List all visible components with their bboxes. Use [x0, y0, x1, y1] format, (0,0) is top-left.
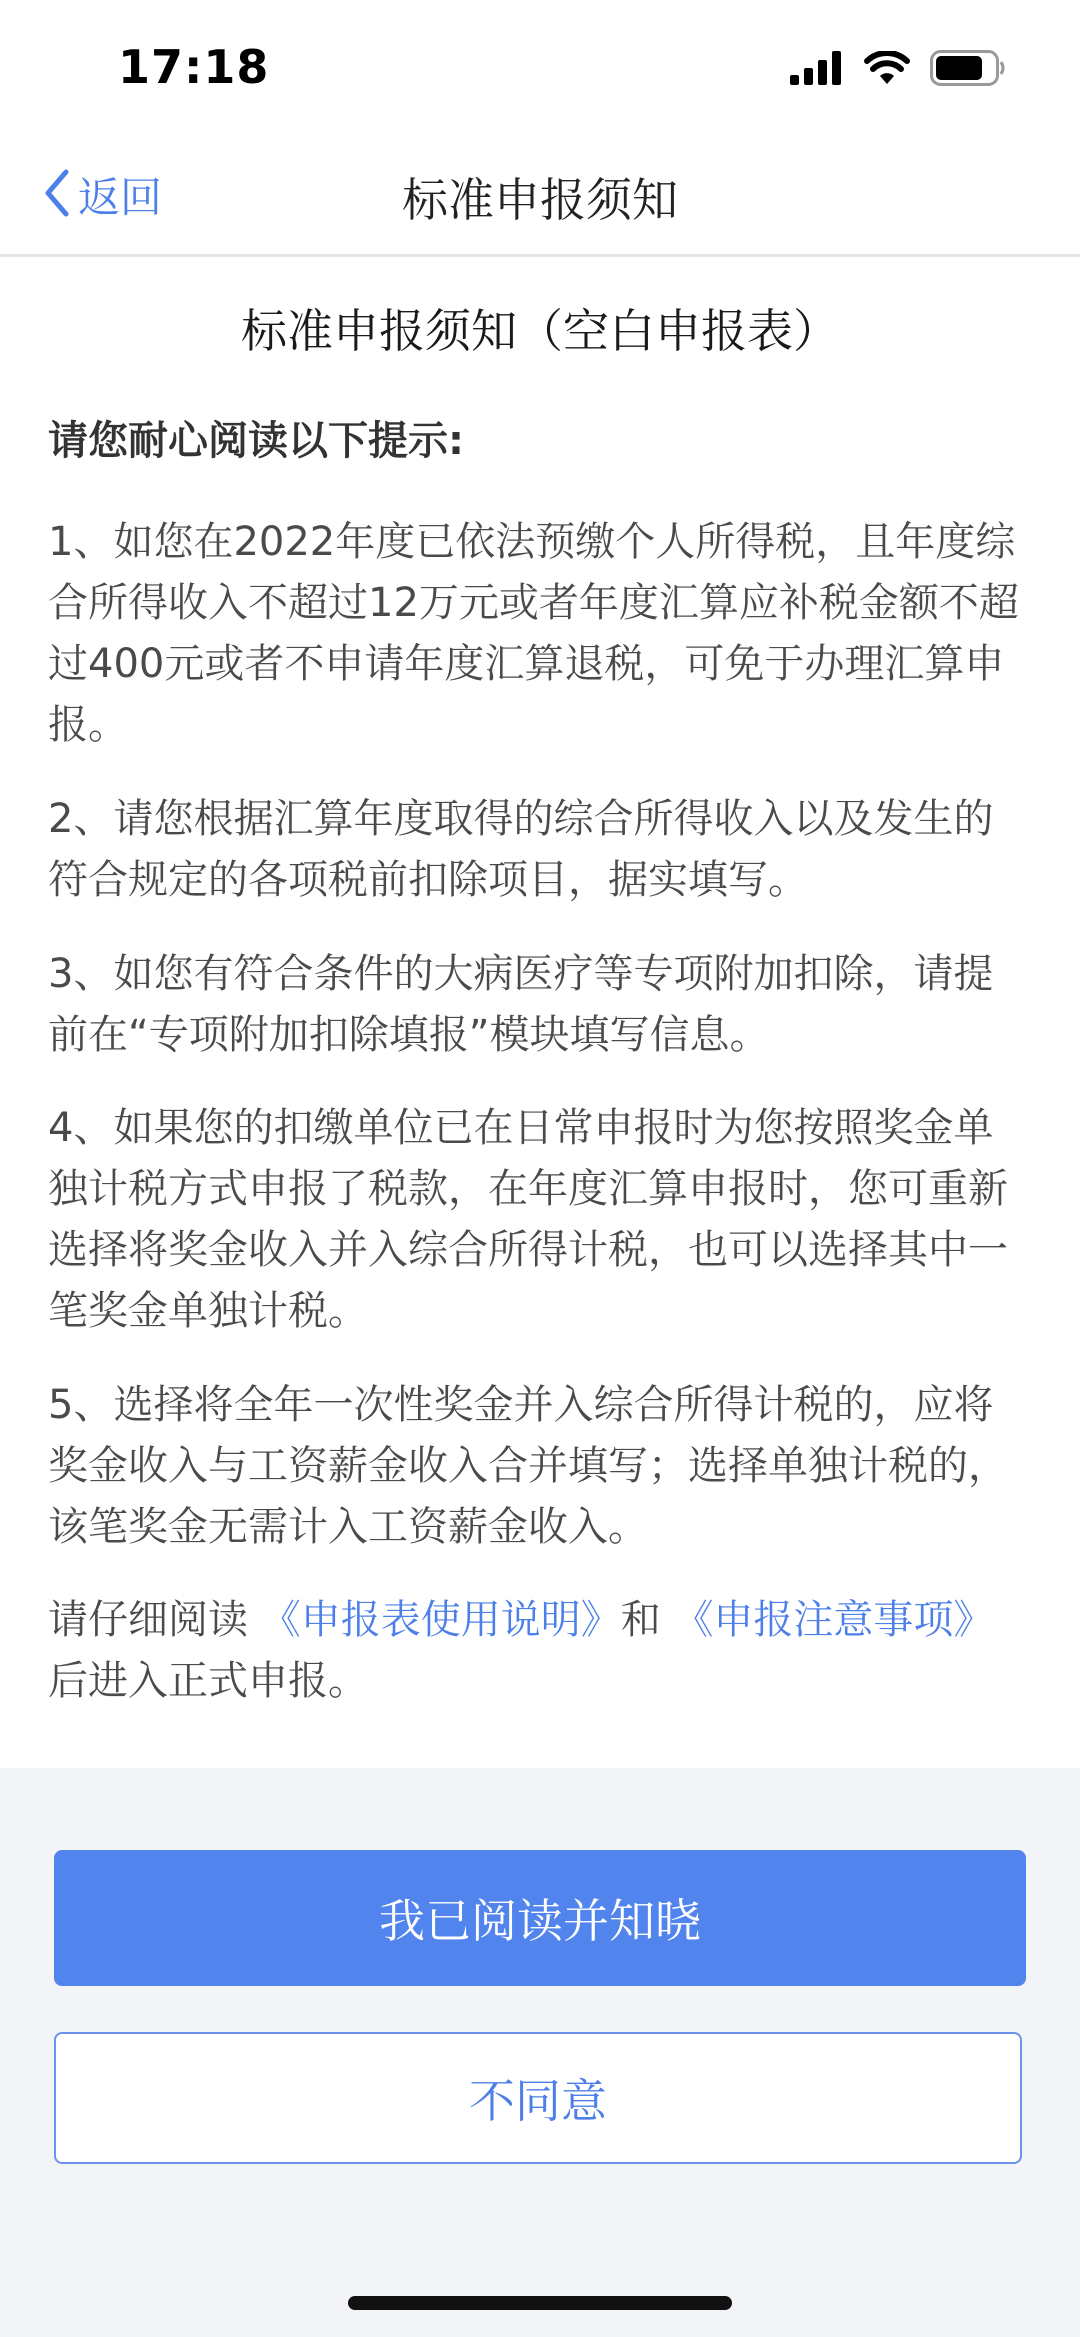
home-indicator[interactable] — [348, 2296, 732, 2310]
agree-button[interactable]: 我已阅读并知晓 — [54, 1850, 1026, 1986]
nav-bar — [0, 140, 1080, 257]
closing-suffix: 后进入正式申报。 — [48, 1658, 368, 1704]
notice-paragraph-2: 2、请您根据汇算年度取得的综合所得收入以及发生的符合规定的各项税前扣除项目，据实填写。 — [48, 796, 994, 903]
closing-paragraph — [48, 1590, 1032, 1712]
status-bar — [0, 0, 1080, 140]
signal-icon — [790, 51, 844, 89]
notice-paragraph-1: 1、如您在2022年度已依法预缴个人所得税，且年度综合所得收入不超过12万元或者年度汇算应补税金额不超过400元或者不申请年度汇算退税，可免于办理汇算申报。 — [48, 519, 1019, 748]
usage-guide-link[interactable]: 《申报表使用说明》 — [260, 1597, 621, 1643]
notes-link[interactable]: 《申报注意事项》 — [673, 1597, 994, 1643]
action-footer — [0, 1768, 1080, 2337]
notice-paragraph-4: 4、如果您的扣缴单位已在日常申报时为您按照奖金单独计税方式申报了税款，在年度汇算申报时，您可重新选择将奖金收入并入综合所得计税，也可以选择其中一笔奖金单独计税。 — [48, 1105, 1008, 1334]
notice-paragraph-5: 5、选择将全年一次性奖金并入综合所得计税的，应将奖金收入与工资薪金收入合并填写；选择单独计税的，该笔奖金无需计入工资薪金收入。 — [48, 1382, 1008, 1550]
notice-paragraph-3: 3、如您有符合条件的大病医疗等专项附加扣除，请提前在“专项附加扣除填报”模块填写信息。 — [48, 951, 994, 1058]
status-icons — [790, 50, 1006, 90]
closing-middle: 和 — [620, 1597, 661, 1643]
battery-icon — [930, 50, 1006, 90]
page-title: 标准申报须知 — [402, 173, 678, 227]
back-label: 返回 — [78, 173, 163, 222]
wifi-icon — [864, 51, 910, 89]
document-title: 标准申报须知（空白申报表） — [241, 304, 839, 358]
status-time: 17:18 — [118, 40, 270, 94]
closing-prefix: 请仔细阅读 — [48, 1597, 248, 1643]
disagree-button[interactable]: 不同意 — [54, 2032, 1022, 2164]
notice-content — [0, 257, 1080, 1767]
intro-text: 请您耐心阅读以下提示: — [48, 418, 464, 464]
